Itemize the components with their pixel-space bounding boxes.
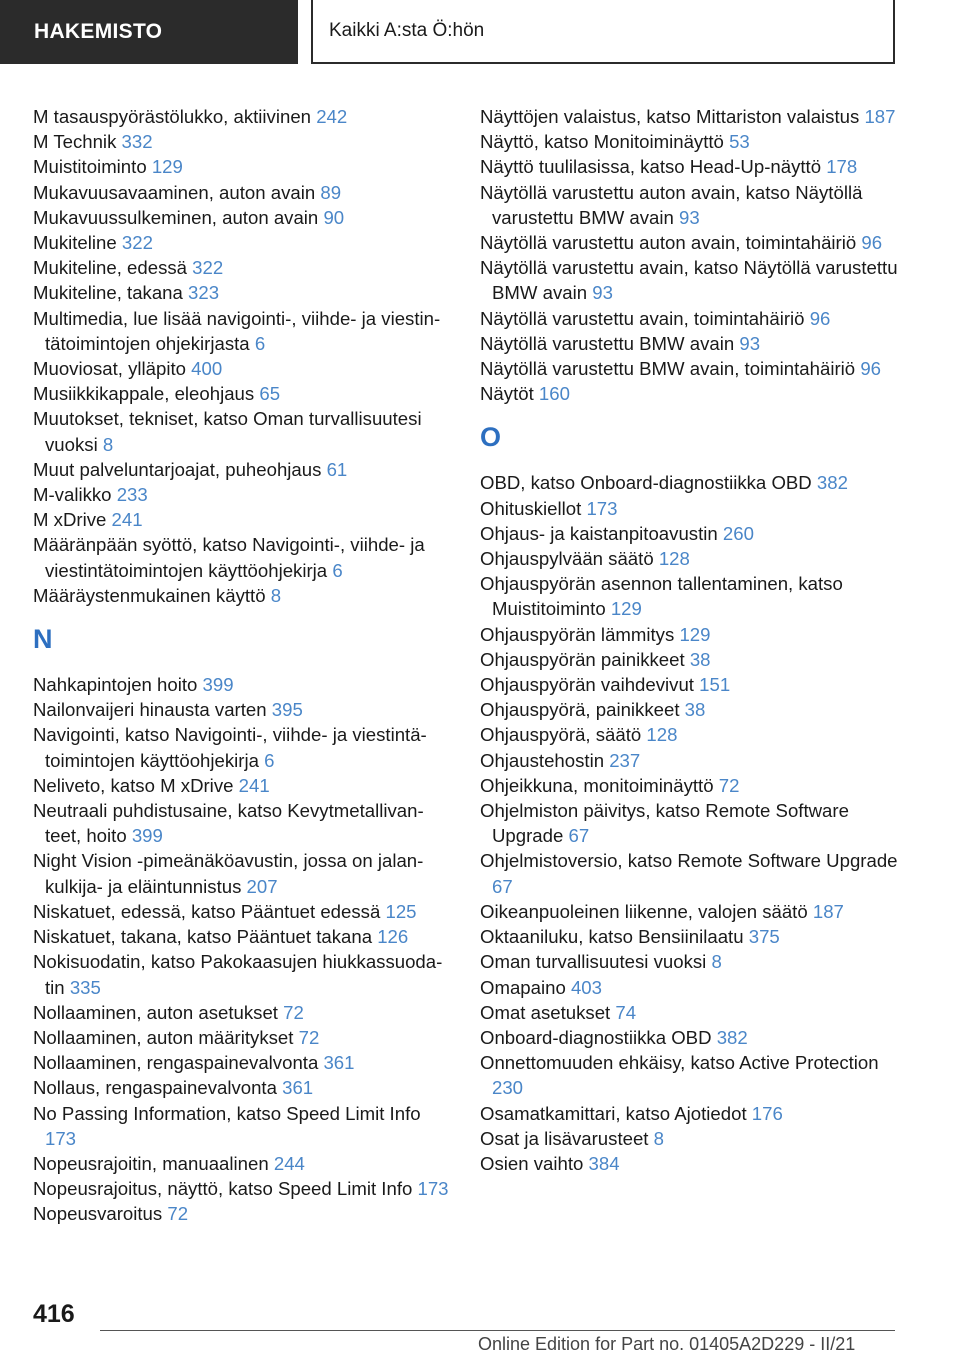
index-entry-text: Näytöllä varustettu BMW avain (480, 332, 735, 354)
index-entry-text: Näytöllä varustettu BMW avain, toimintahäiriö (480, 358, 856, 380)
index-entry (480, 496, 900, 521)
index-entry (33, 154, 453, 179)
index-entry (33, 406, 453, 456)
index-entry (480, 1050, 900, 1100)
index-entry-text: Mukiteline, edessä (33, 257, 187, 279)
page-reference-link[interactable]: 96 (860, 358, 881, 380)
page-header (0, 0, 960, 64)
index-entry (480, 672, 900, 697)
index-entry (480, 1101, 900, 1126)
index-entry-text: Ohjauspylvään säätö (480, 548, 654, 570)
page-reference-link[interactable]: 67 (492, 875, 513, 897)
page-reference-link[interactable]: 72 (718, 774, 740, 796)
page-reference-link[interactable]: 241 (238, 774, 270, 796)
page-reference-link[interactable]: 230 (492, 1077, 524, 1099)
page-reference-link[interactable]: 6 (254, 332, 266, 354)
page-reference-link[interactable]: 67 (568, 825, 590, 847)
index-entry-text: Nahkapintojen hoito (33, 674, 198, 696)
index-entry-text: Nokisuodatin, katso Pakokaasujen hiukkassuodatin (33, 951, 443, 998)
index-column-right (480, 104, 900, 1176)
page-reference-link[interactable]: 242 (316, 106, 348, 127)
index-entry (33, 482, 453, 507)
page-reference-link[interactable]: 128 (658, 548, 690, 570)
index-entry-text: Night Vision -pimeänäköavustin, jossa on jalankulkija- ja eläintunnistus (33, 850, 424, 897)
page-reference-link[interactable]: 65 (259, 383, 281, 405)
index-entry (480, 1000, 900, 1025)
page-reference-link[interactable]: 244 (273, 1152, 305, 1174)
index-entry-text: Musiikkikappale, eleohjaus (33, 383, 255, 405)
index-entry (33, 129, 453, 154)
page-reference-link[interactable]: 384 (588, 1152, 620, 1174)
page-reference-link[interactable]: 90 (323, 206, 345, 228)
index-entry (33, 798, 453, 848)
index-entry-text: Näytöllä varustettu auton avain, katso Näytöllä varustettu BMW avain (480, 181, 863, 228)
page-reference-link[interactable]: 128 (646, 724, 678, 746)
page-reference-link[interactable]: 72 (283, 1001, 304, 1023)
index-entry-text: Näyttö tuulilasissa, katso Head-Up-näyttö (480, 156, 822, 178)
footer-divider (100, 1330, 895, 1331)
page-reference-link[interactable]: 361 (282, 1077, 314, 1099)
page-reference-link[interactable]: 207 (246, 875, 278, 897)
index-entry-text: Onboard-diagnostiikka OBD (480, 1026, 712, 1048)
index-entry (33, 899, 453, 924)
index-entry-text: Nopeusrajoitus, näyttö, katso Speed Limit Info (33, 1178, 413, 1200)
index-entry (33, 722, 453, 772)
page-reference-link[interactable]: 96 (809, 307, 831, 329)
page-reference-link[interactable]: 361 (323, 1052, 355, 1074)
index-entry-text: Niskatuet, takana, katso Pääntuet takana (33, 926, 373, 948)
index-entry (33, 697, 453, 722)
index-entry (33, 848, 453, 898)
index-entry (33, 356, 453, 381)
index-entry-text: No Passing Information, katso Speed Limit Info (33, 1102, 421, 1124)
page-reference-link[interactable]: 8 (102, 433, 114, 455)
page-reference-link[interactable]: 382 (816, 472, 848, 494)
index-entry-text: Näyttö, katso Monitoiminäyttö (480, 131, 724, 153)
index-entry-text: Määränpään syöttö, katso Navigointi-, viihde- ja viestintätoimintojen käyttöohjekirja (33, 534, 425, 581)
index-entry-text: Neliveto, katso M xDrive (33, 774, 234, 796)
index-entry (480, 798, 900, 848)
index-entry (480, 470, 900, 495)
page-reference-link[interactable]: 129 (151, 156, 183, 178)
page-reference-link[interactable]: 233 (116, 484, 148, 506)
index-entry (33, 180, 453, 205)
page-reference-link[interactable]: 126 (377, 926, 409, 948)
index-entry-text: Nollaaminen, rengaspainevalvonta (33, 1052, 319, 1074)
index-entry (480, 306, 900, 331)
page-reference-link[interactable]: 323 (188, 282, 220, 304)
index-entry-text: M-valikko (33, 484, 112, 506)
page-reference-link[interactable]: 6 (264, 749, 275, 771)
index-entry (480, 571, 900, 621)
page-reference-link[interactable]: 125 (385, 900, 417, 922)
index-entry-text: Nollaus, rengaspainevalvonta (33, 1077, 277, 1099)
page-reference-link[interactable]: 8 (653, 1127, 664, 1149)
page-reference-link[interactable]: 375 (748, 926, 780, 948)
index-entry (33, 230, 453, 255)
page-reference-link[interactable]: 176 (751, 1102, 783, 1124)
index-entry-text: Onnettomuuden ehkäisy, katso Active Protection (480, 1052, 879, 1074)
index-entry-text: Muoviosat, ylläpito (33, 358, 186, 380)
index-entry-text: Muistitoiminto (33, 156, 147, 178)
page-reference-link[interactable]: 8 (270, 584, 282, 606)
index-entry-text: Mukiteline, takana (33, 282, 183, 304)
page-reference-link[interactable]: 382 (716, 1026, 748, 1048)
index-entry-text: Oman turvallisuutesi vuoksi (480, 951, 707, 973)
index-entry (480, 255, 900, 305)
page-reference-link[interactable]: 53 (729, 131, 750, 153)
index-entry (480, 848, 900, 898)
index-entry-text: Nopeusrajoitin, manuaalinen (33, 1152, 269, 1174)
index-entry (480, 622, 900, 647)
page-reference-link[interactable]: 187 (812, 900, 844, 922)
index-entry (33, 1025, 453, 1050)
index-entry (480, 975, 900, 1000)
index-entry (33, 1000, 453, 1025)
index-entry (480, 949, 900, 974)
index-entry-text: Multimedia, lue lisää navigointi-, viihde- ja viestintätoimintojen ohjekirjasta (33, 307, 441, 354)
index-entry-text: Oikeanpuoleinen liikenne, valojen säätö (480, 900, 808, 922)
index-entry-text: Ohjeikkuna, monitoiminäyttö (480, 774, 714, 796)
index-entry (480, 722, 900, 747)
index-entry-text: Omapaino (480, 976, 566, 998)
page-reference-link[interactable]: 322 (121, 232, 153, 254)
index-entry-text: Näytöllä varustettu avain, toimintahäiriö (480, 307, 805, 329)
index-entry (480, 154, 900, 179)
page-reference-link[interactable]: 96 (861, 232, 883, 254)
index-entry (480, 331, 900, 356)
index-entry-text: M tasauspyörästölukko, aktiivinen (33, 106, 312, 127)
page-reference-link[interactable]: 129 (679, 623, 711, 645)
page-reference-link[interactable]: 399 (131, 825, 163, 847)
page-reference-link[interactable]: 400 (191, 358, 223, 380)
index-entry-text: M xDrive (33, 509, 107, 531)
index-entry-text: Navigointi, katso Navigointi-, viihde- ja viestintätoimintojen käyttöohjekirja (33, 724, 427, 771)
index-entry-text: Muut palveluntarjoajat, puheohjaus (33, 458, 322, 480)
index-entry-text: Ohituskiellot (480, 497, 582, 519)
index-entry (33, 1201, 453, 1226)
page-reference-link[interactable]: 61 (326, 458, 348, 480)
index-entry-text: Ohjauspyörän vaihdevivut (480, 674, 694, 696)
index-entry-text: Näytöt (480, 383, 534, 405)
page-reference-link[interactable]: 237 (609, 749, 641, 771)
index-entry (480, 381, 900, 406)
index-entry (33, 1050, 453, 1075)
page-number: 416 (33, 1300, 75, 1328)
page-reference-link[interactable]: 72 (167, 1203, 189, 1225)
index-entry-text: Nollaaminen, auton asetukset (33, 1001, 278, 1023)
index-letter-heading: N (33, 624, 53, 655)
page-reference-link[interactable]: 335 (69, 976, 101, 998)
index-entry-text: Ohjaustehostin (480, 749, 605, 771)
page-reference-link[interactable]: 322 (192, 257, 224, 279)
index-entry-text: Omat asetukset (480, 1001, 611, 1023)
index-entry-text: OBD, katso Onboard-diagnostiikka OBD (480, 472, 812, 494)
index-entry-text: Ohjaus- ja kaistanpitoavustin (480, 522, 718, 544)
index-entry (480, 230, 900, 255)
page-reference-link[interactable]: 241 (111, 509, 143, 531)
index-entry-text: Osamatkamittari, katso Ajotiedot (480, 1102, 747, 1124)
page-reference-link[interactable]: 93 (679, 206, 700, 228)
index-entry-text: Ohjelmistoversio, katso Remote Software Upgrade (480, 850, 898, 872)
page-reference-link[interactable]: 8 (711, 951, 722, 973)
index-entry (480, 129, 900, 154)
index-entry-text: Ohjauspyörän lämmitys (480, 623, 675, 645)
index-entry (480, 697, 900, 722)
index-letter-heading: O (480, 422, 502, 453)
page-reference-link[interactable]: 151 (699, 674, 731, 696)
edition-note: Online Edition for Part no. 01405A2D229 - II/21 (478, 1334, 856, 1354)
page-reference-link[interactable]: 89 (320, 181, 342, 203)
page-reference-link[interactable]: 38 (689, 648, 711, 670)
index-entry (33, 583, 453, 608)
index-entry-text: Osien vaihto (480, 1152, 584, 1174)
section-tab: HAKEMISTO (0, 0, 298, 64)
index-entry (33, 381, 453, 406)
index-entry-text: Osat ja lisävarusteet (480, 1127, 649, 1149)
index-entry-text: Näyttöjen valaistus, katso Mittariston valaistus (480, 106, 860, 127)
page-reference-link[interactable]: 332 (121, 131, 153, 153)
page-reference-link[interactable]: 160 (538, 383, 570, 405)
index-entry (33, 1101, 453, 1151)
index-entry (480, 773, 900, 798)
index-entry-text: Mukavuussulkeminen, auton avain (33, 206, 319, 228)
page-reference-link[interactable]: 187 (864, 106, 896, 127)
page-reference-link[interactable]: 173 (586, 497, 618, 519)
index-entry (480, 647, 900, 672)
index-entry (33, 507, 453, 532)
index-entry-text: Määräystenmukainen käyttö (33, 584, 266, 606)
page-reference-link[interactable]: 399 (202, 674, 234, 696)
index-entry (480, 899, 900, 924)
index-entry (480, 546, 900, 571)
index-entry (480, 180, 900, 230)
index-entry-text: Muutokset, tekniset, katso Oman turvallisuutesi vuoksi (33, 408, 422, 455)
page-reference-link[interactable]: 93 (739, 332, 761, 354)
index-entry-text: Oktaaniluku, katso Bensiinilaatu (480, 926, 744, 948)
page-reference-link[interactable]: 6 (332, 559, 343, 581)
index-entry-text: Ohjelmiston päivitys, katso Remote Software Upgrade (480, 800, 849, 847)
index-entry (33, 924, 453, 949)
section-subtitle: Kaikki A:sta Ö:hön (311, 0, 895, 64)
index-entry-text: M Technik (33, 131, 117, 153)
index-entry (33, 949, 453, 999)
index-entry-text: Näytöllä varustettu avain, katso Näytöllä varustettu BMW avain (480, 257, 898, 304)
index-entry (33, 205, 453, 230)
page-reference-link[interactable]: 178 (826, 156, 858, 178)
index-entry (33, 255, 453, 280)
index-entry-text: Mukiteline (33, 232, 117, 254)
page-reference-link[interactable]: 395 (271, 699, 303, 721)
index-entry-text: Näytöllä varustettu auton avain, toimintahäiriö (480, 232, 857, 254)
page-reference-link[interactable]: 173 (45, 1127, 77, 1149)
page-reference-link[interactable]: 72 (298, 1026, 320, 1048)
index-entry-text: Niskatuet, edessä, katso Pääntuet edessä (33, 900, 381, 922)
index-entry-text: Ohjauspyörän painikkeet (480, 648, 685, 670)
index-entry-text: Neutraali puhdistusaine, katso Kevytmetallivanteet, hoito (33, 800, 424, 847)
index-entry-text: Ohjauspyörän asennon tallentaminen, katso Muistitoiminto (480, 573, 843, 620)
index-entry-text: Ohjauspyörä, säätö (480, 724, 642, 746)
index-entry (480, 1151, 900, 1176)
page-reference-link[interactable]: 38 (684, 699, 706, 721)
index-entry (33, 672, 453, 697)
index-entry (33, 306, 453, 356)
index-entry-text: Nopeusvaroitus (33, 1203, 163, 1225)
page-reference-link[interactable]: 129 (610, 598, 642, 620)
page-reference-link[interactable]: 93 (592, 282, 613, 304)
index-entry (33, 1176, 453, 1201)
index-entry (480, 1126, 900, 1151)
index-entry (33, 457, 453, 482)
index-entry (33, 104, 453, 129)
index-entry (33, 1075, 453, 1100)
index-entry (480, 1025, 900, 1050)
page-reference-link[interactable]: 74 (615, 1001, 637, 1023)
index-entry (33, 532, 453, 582)
index-entry-text: Nollaaminen, auton määritykset (33, 1026, 294, 1048)
index-entry (480, 924, 900, 949)
page-reference-link[interactable]: 260 (722, 522, 754, 544)
index-entry-text: Ohjauspyörä, painikkeet (480, 699, 680, 721)
index-entry-text: Mukavuusavaaminen, auton avain (33, 181, 316, 203)
index-entry (480, 104, 900, 129)
page-reference-link[interactable]: 173 (417, 1178, 449, 1200)
page-reference-link[interactable]: 403 (570, 976, 602, 998)
index-entry (480, 748, 900, 773)
index-entry (33, 280, 453, 305)
index-entry (480, 521, 900, 546)
index-entry-text: Nailonvaijeri hinausta varten (33, 699, 267, 721)
index-entry (33, 773, 453, 798)
index-column-left (33, 104, 453, 1227)
index-entry (33, 1151, 453, 1176)
index-entry (480, 356, 900, 381)
